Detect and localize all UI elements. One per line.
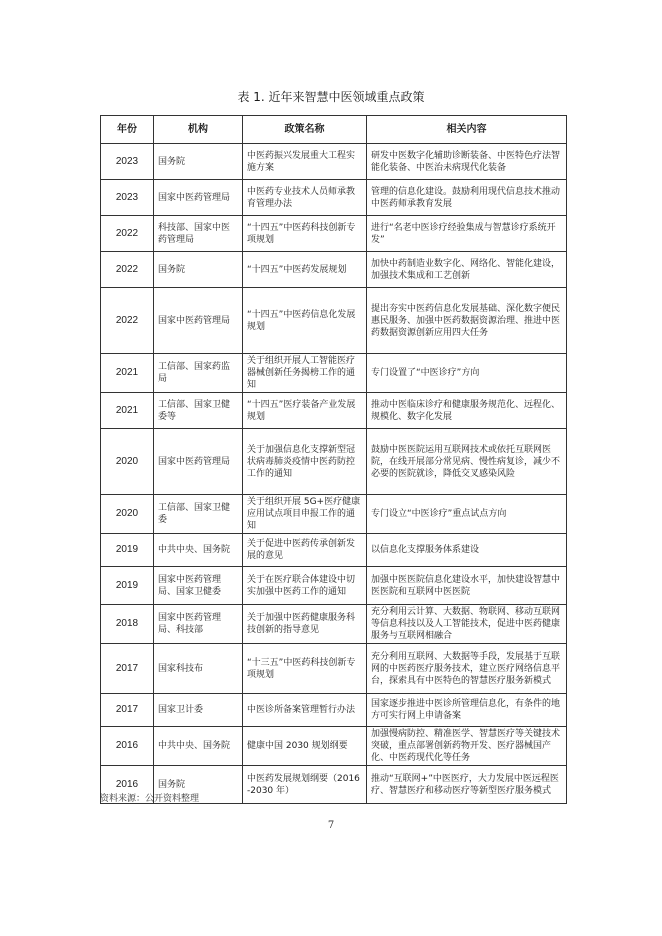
table-row: [101, 288, 567, 354]
table-row: [101, 644, 567, 694]
cell-policy-name: “十四五”中医药科技创新专项规划: [243, 216, 367, 252]
cell-year: 2017: [101, 644, 154, 694]
table-title: 表 1. 近年来智慧中医领域重点政策: [237, 90, 425, 104]
header-year: 年份: [101, 116, 154, 144]
cell-policy-name: 中医诊所备案管理暂行办法: [243, 694, 367, 727]
cell-agency: 国家中医药管理局: [154, 180, 243, 216]
cell-policy-name: 中医药发展规划纲要（2016-2030 年）: [243, 766, 367, 804]
cell-content: 加强慢病防控、精准医学、智慧医疗等关键技术突破，重点部署创新药物开发、医疗器械国产化、中医药现代化等任务: [367, 727, 567, 766]
cell-year: 2023: [101, 144, 154, 180]
cell-policy-name: 关于在医疗联合体建设中切实加强中医药工作的通知: [243, 567, 367, 605]
cell-content: 推动中医临床诊疗和健康服务规范化、远程化、规模化、数字化发展: [367, 393, 567, 429]
table-row: [101, 354, 567, 393]
cell-agency: 国家中医药管理局: [154, 288, 243, 354]
table-row: [101, 252, 567, 288]
cell-year: 2016: [101, 727, 154, 766]
policy-table: [100, 115, 567, 804]
source-note: 资料来源：公开资料整理: [100, 794, 200, 804]
header-policy-name: 政策名称: [243, 116, 367, 144]
header-agency: 机构: [154, 116, 243, 144]
cell-year: 2021: [101, 393, 154, 429]
cell-content: 进行“名老中医诊疗经验集成与智慧诊疗系统开发”: [367, 216, 567, 252]
table-row: [101, 144, 567, 180]
cell-content: 以信息化支撑服务体系建设: [367, 534, 567, 567]
cell-policy-name: 关于加强信息化支撑新型冠状病毒肺炎疫情中医药防控工作的通知: [243, 429, 367, 495]
cell-year: 2023: [101, 180, 154, 216]
cell-agency: 国务院: [154, 252, 243, 288]
cell-agency: 国家中医药管理局: [154, 429, 243, 495]
cell-year: 2019: [101, 534, 154, 567]
cell-policy-name: 中医药专业技术人员师承教育管理办法: [243, 180, 367, 216]
header-content: 相关内容: [367, 116, 567, 144]
cell-agency: 中共中央、国务院: [154, 727, 243, 766]
cell-content: 专门设置了“中医诊疗”方向: [367, 354, 567, 393]
cell-content: 鼓励中医医院运用互联网技术或依托互联网医院，在线开展部分常见病、慢性病复诊，减少不必要的医院就诊，降低交叉感染风险: [367, 429, 567, 495]
cell-year: 2020: [101, 495, 154, 534]
cell-year: 2022: [101, 288, 154, 354]
cell-year: 2019: [101, 567, 154, 605]
cell-policy-name: “十四五”医疗装备产业发展规划: [243, 393, 367, 429]
cell-agency: 国家科技布: [154, 644, 243, 694]
table-row: [101, 180, 567, 216]
cell-policy-name: 关于组织开展 5G+医疗健康应用试点项目申报工作的通知: [243, 495, 367, 534]
cell-year: 2016: [101, 766, 154, 804]
page-number: 7: [327, 820, 335, 831]
cell-policy-name: “十四五”中医药信息化发展规划: [243, 288, 367, 354]
cell-content: 专门设立“中医诊疗”重点试点方向: [367, 495, 567, 534]
cell-content: 国家逐步推进中医诊所管理信息化，有条件的地方可实行网上申请备案: [367, 694, 567, 727]
cell-agency: 科技部、国家中医药管理局: [154, 216, 243, 252]
cell-agency: 国家中医药管理局、国家卫健委: [154, 567, 243, 605]
cell-agency: 国务院: [154, 766, 243, 804]
cell-year: 2021: [101, 354, 154, 393]
cell-content: 提出夯实中医药信息化发展基础、深化数字便民惠民服务、加强中医药数据资源治理、推进中医药数据资源创新应用四大任务: [367, 288, 567, 354]
cell-policy-name: 关于组织开展人工智能医疗器械创新任务揭榜工作的通知: [243, 354, 367, 393]
cell-agency: 工信部、国家药监局: [154, 354, 243, 393]
cell-year: 2018: [101, 605, 154, 644]
table-row: [101, 567, 567, 605]
cell-policy-name: 中医药振兴发展重大工程实施方案: [243, 144, 367, 180]
cell-policy-name: 关于促进中医药传承创新发展的意见: [243, 534, 367, 567]
cell-agency: 国务院: [154, 144, 243, 180]
cell-agency: 国家中医药管理局、科技部: [154, 605, 243, 644]
cell-content: 充分利用互联网、大数据等手段，发展基于互联网的中医药医疗服务技术，建立医疗网络信息平台，探索具有中医特色的智慧医疗服务新模式: [367, 644, 567, 694]
cell-content: 推动“互联网+”中医医疗，大力发展中医远程医疗、智慧医疗和移动医疗等新型医疗服务模式: [367, 766, 567, 804]
cell-year: 2020: [101, 429, 154, 495]
cell-policy-name: 健康中国 2030 规划纲要: [243, 727, 367, 766]
cell-agency: 国家卫计委: [154, 694, 243, 727]
cell-policy-name: “十四五”中医药发展规划: [243, 252, 367, 288]
table-header-row: [101, 116, 567, 144]
table-row: [101, 605, 567, 644]
table-row: [101, 429, 567, 495]
table-row: [101, 216, 567, 252]
cell-content: 加快中药制造业数字化、网络化、智能化建设，加强技术集成和工艺创新: [367, 252, 567, 288]
table-row: [101, 534, 567, 567]
cell-content: 管理的信息化建设。鼓励利用现代信息技术推动中医药师承教育发展: [367, 180, 567, 216]
cell-agency: 工信部、国家卫健委: [154, 495, 243, 534]
cell-year: 2022: [101, 216, 154, 252]
table-row: [101, 727, 567, 766]
cell-policy-name: 关于加强中医药健康服务科技创新的指导意见: [243, 605, 367, 644]
cell-year: 2017: [101, 694, 154, 727]
cell-agency: 中共中央、国务院: [154, 534, 243, 567]
cell-year: 2022: [101, 252, 154, 288]
cell-agency: 工信部、国家卫健委等: [154, 393, 243, 429]
table-row: [101, 694, 567, 727]
table-row: [101, 495, 567, 534]
cell-policy-name: “十三五”中医药科技创新专项规划: [243, 644, 367, 694]
table-row: [101, 393, 567, 429]
cell-content: 加强中医医院信息化建设水平，加快建设智慧中医医院和互联网中医医院: [367, 567, 567, 605]
cell-content: 充分利用云计算、大数据、物联网、移动互联网等信息科技以及人工智能技术，促进中医药健康服务与互联网相融合: [367, 605, 567, 644]
cell-content: 研发中医数字化辅助诊断装备、中医特色疗法智能化装备、中医治未病现代化装备: [367, 144, 567, 180]
